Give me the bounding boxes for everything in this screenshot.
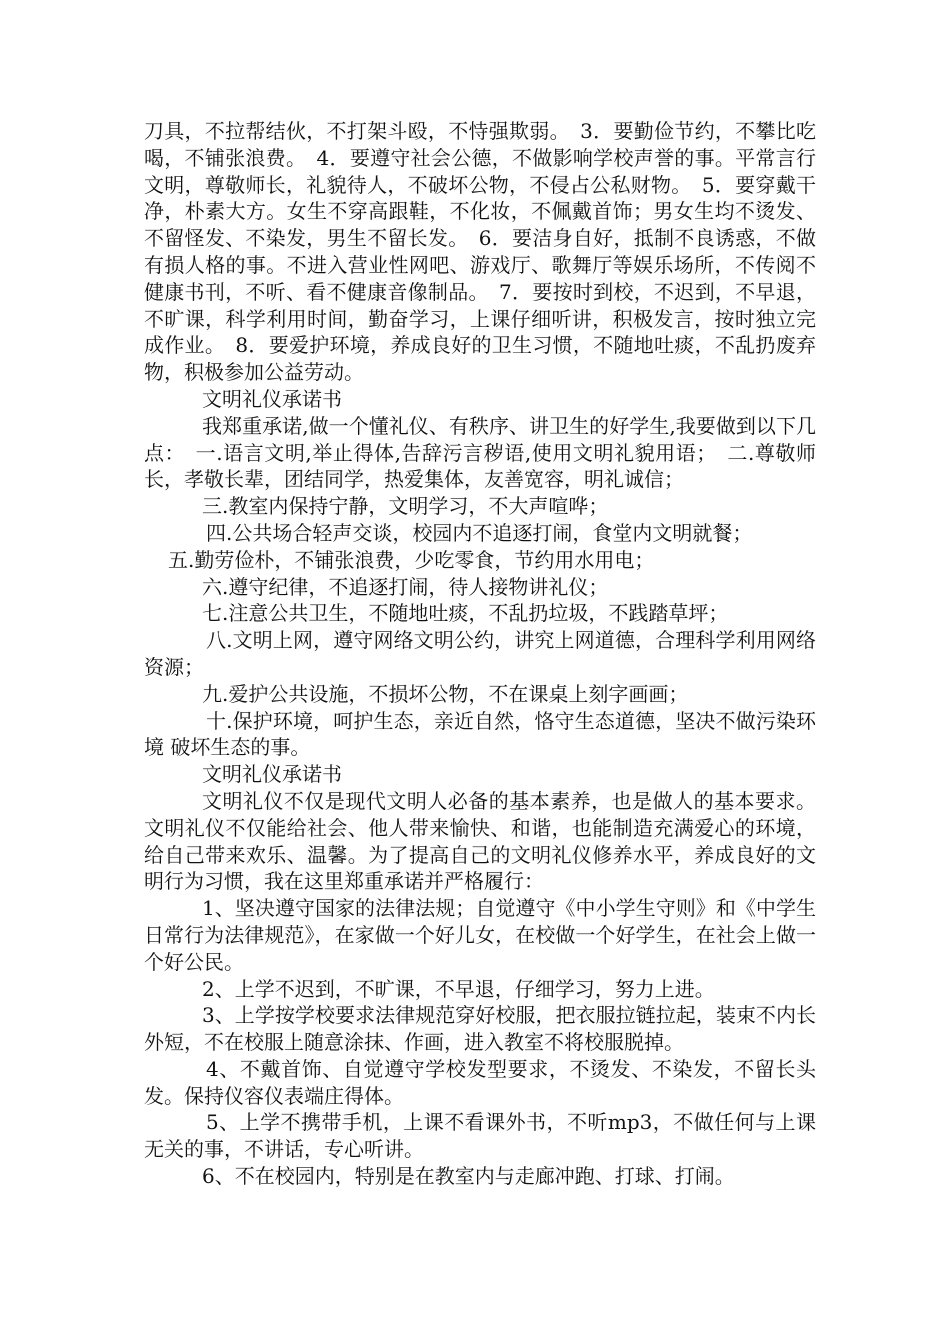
paragraph-pledge-1-intro: 我郑重承诺,做一个懂礼仪、有秩序、讲卫生的好学生,我要做到以下几点： 一.语言文明,举止得体,告辞污言秽语,使用文明礼貌用语； 二.尊敬师长，孝敬长辈，团结同学，热爱集体，友善宽容，明礼诚信； bbox=[144, 413, 816, 492]
pledge-item-5: 5、上学不携带手机，上课不看课外书，不听mp3，不做任何与上课无关的事，不讲话，专心听讲。 bbox=[144, 1110, 816, 1162]
paragraph-rules-continued: 刀具，不拉帮结伙，不打架斗殴，不恃强欺弱。 3．要勤俭节约，不攀比吃喝，不铺张浪费。 4．要遵守社会公德，不做影响学校声誉的事。平常言行文明，尊敬师长，礼貌待人，不破坏公物，不侵占公私财物。 5．要穿戴干净，朴素大方。女生不穿高跟鞋，不化妆，不佩戴首饰；男女生均不烫发、不留怪发、不染发，男生不留长发。 6．要洁身自好，抵制不良诱惑，不做有损人格的事。不进入营业性网吧、游戏厅、歌舞厅等娱乐场所，不传阅不健康书刊，不听、看不健康音像制品。 7．要按时到校，不迟到，不早退，不旷课，科学利用时间，勤奋学习，上课仔细听讲，积极发言，按时独立完成作业。 8．要爱护环境，养成良好的卫生习惯，不随地吐痰，不乱扔废弃物，积极参加公益劳动。 bbox=[144, 119, 816, 385]
list-item-4: 四.公共场合轻声交谈，校园内不追逐打闹，食堂内文明就餐； bbox=[206, 520, 753, 545]
pledge-item-4: 4、不戴首饰、自觉遵守学校发型要求，不烫发、不染发，不留长头发。保持仪容仪表端庄得体。 bbox=[144, 1056, 816, 1108]
list-item-7: 七.注意公共卫生，不随地吐痰，不乱扔垃圾，不践踏草坪； bbox=[202, 601, 729, 626]
document-page bbox=[144, 118, 816, 1190]
list-item-10: 十.保护环境，呵护生态，亲近自然，恪守生态道德，坚决不做污染环境 破坏生态的事。 bbox=[144, 708, 816, 760]
list-item-3: 三.教室内保持宁静，文明学习，不大声喧哗； bbox=[202, 494, 609, 519]
list-item-9: 九.爱护公共设施，不损坏公物，不在课桌上刻字画画； bbox=[202, 681, 689, 706]
heading-pledge-1: 文明礼仪承诺书 bbox=[202, 386, 342, 411]
pledge-item-6: 6、不在校园内，特别是在教室内与走廊冲跑、打球、打闹。 bbox=[202, 1164, 735, 1189]
list-item-6: 六.遵守纪律，不追逐打闹，待人接物讲礼仪； bbox=[202, 574, 609, 599]
heading-pledge-2: 文明礼仪承诺书 bbox=[202, 762, 342, 787]
paragraph-pledge-2-intro: 文明礼仪不仅是现代文明人必备的基本素养，也是做人的基本要求。文明礼仪不仅能给社会、他人带来愉快、和谐，也能制造充满爱心的环境，给自己带来欢乐、温馨。为了提高自己的文明礼仪修养水平，养成良好的文明行为习惯，我在这里郑重承诺并严格履行： bbox=[144, 788, 816, 894]
list-item-8: 八.文明上网，遵守网络文明公约，讲究上网道德，合理科学利用网络资源； bbox=[144, 628, 816, 679]
pledge-item-2: 2、上学不迟到，不旷课，不早退，仔细学习，努力上进。 bbox=[202, 976, 715, 1001]
list-item-5: 五.勤劳俭朴，不铺张浪费，少吃零食，节约用水用电； bbox=[168, 547, 655, 572]
pledge-item-1: 1、坚决遵守国家的法律法规；自觉遵守《中小学生守则》和《中学生日常行为法律规范》，在家做一个好儿女，在校做一个好学生，在社会上做一个好公民。 bbox=[144, 896, 816, 974]
pledge-item-3: 3、上学按学校要求法律规范穿好校服，把衣服拉链拉起，装束不内长外短，不在校服上随意涂抹、作画，进入教室不将校服脱掉。 bbox=[144, 1003, 816, 1055]
